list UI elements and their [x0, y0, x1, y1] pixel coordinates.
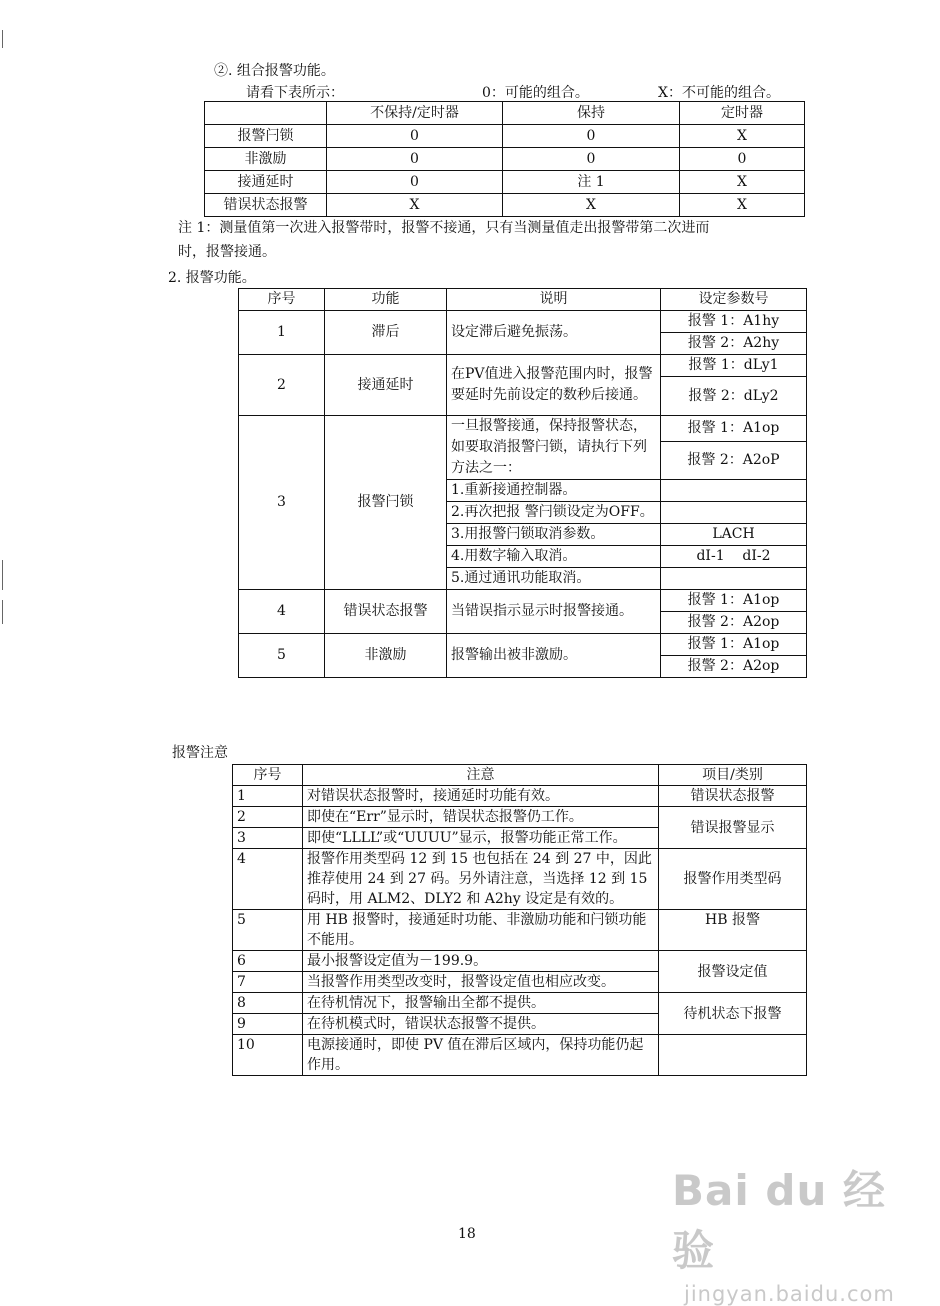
- function-name: 接通延时: [325, 355, 447, 416]
- parameter-cell: 报警 2：A2op: [661, 612, 807, 634]
- legend-zero: 0：可能的组合。: [482, 85, 589, 101]
- method-item: 3.用报警闩锁取消参数。: [447, 524, 661, 546]
- note-number: 10: [233, 1035, 303, 1076]
- empty-cell: [659, 1035, 807, 1076]
- table-row: [233, 951, 807, 972]
- header-cell: 不保持/定时器: [327, 102, 503, 125]
- function-name: 错误状态报警: [325, 590, 447, 634]
- parameter-cell: 报警 1：A1op: [661, 416, 807, 442]
- header-cell: 保持: [503, 102, 680, 125]
- table-cell: 0: [503, 148, 680, 171]
- note-text: 即使在“Err”显示时，错误状态报警仍工作。: [303, 807, 659, 828]
- parameter-cell: 报警 1：A1hy: [661, 311, 807, 333]
- function-description: 在PV值进入报警范围内时，报警要延时先前设定的数秒后接通。: [447, 355, 661, 416]
- table-header-row: [233, 765, 807, 786]
- table-cell: X: [327, 194, 503, 217]
- note-number: 8: [233, 993, 303, 1014]
- table-row: [233, 807, 807, 828]
- note-number: 3: [233, 828, 303, 849]
- header-cell: 定时器: [680, 102, 805, 125]
- table-header-row: [205, 102, 805, 125]
- category-cell: 报警设定值: [659, 951, 807, 993]
- function-description: 设定滞后避免振荡。: [447, 311, 661, 355]
- row-label: 报警闩锁: [205, 125, 327, 148]
- parameter-cell: 报警 2：A2oP: [661, 441, 807, 479]
- note-text: 最小报警设定值为－199.9。: [303, 951, 659, 972]
- header-cell: 注意: [303, 765, 659, 786]
- table-row: [233, 993, 807, 1014]
- category-cell: 错误状态报警: [659, 786, 807, 807]
- watermark-brand: [672, 1158, 902, 1278]
- section3-heading: 报警注意: [172, 745, 228, 761]
- section1-heading: ②. 组合报警功能。: [214, 63, 335, 79]
- row-number: 4: [239, 590, 325, 634]
- row-number: 3: [239, 416, 325, 590]
- table-cell: 0: [327, 171, 503, 194]
- baidu-jingyan-watermark: [672, 1158, 902, 1306]
- table-row: [239, 416, 807, 442]
- table-cell: X: [680, 171, 805, 194]
- parameter-cell: 报警 2：dLy2: [661, 377, 807, 416]
- header-cell: [205, 102, 327, 125]
- method-item: 5.通过通讯功能取消。: [447, 568, 661, 590]
- note-number: 5: [233, 910, 303, 951]
- note-text: 在待机情况下，报警输出全都不提供。: [303, 993, 659, 1014]
- page-number: 18: [458, 1226, 476, 1242]
- function-description: 报警输出被非激励。: [447, 634, 661, 678]
- note-number: 4: [233, 849, 303, 910]
- category-cell: 错误报警显示: [659, 807, 807, 849]
- header-cell: 序号: [233, 765, 303, 786]
- table-cell: 0: [503, 125, 680, 148]
- table-row: [233, 910, 807, 951]
- section2-heading: 2. 报警功能。: [168, 270, 256, 286]
- table-row: [205, 148, 805, 171]
- table-cell: X: [680, 125, 805, 148]
- header-cell: 功能: [325, 289, 447, 311]
- table-row: [239, 634, 807, 656]
- note-text: 在待机模式时，错误状态报警不提供。: [303, 1014, 659, 1035]
- table-cell: 0: [327, 125, 503, 148]
- note-number: 2: [233, 807, 303, 828]
- table-row: [205, 125, 805, 148]
- parameter-cell: dI-1 dI-2: [661, 546, 807, 568]
- parameter-cell: 报警 1：A1op: [661, 590, 807, 612]
- empty-cell: [661, 480, 807, 502]
- table-cell: 0: [327, 148, 503, 171]
- alarm-function-table: [238, 288, 807, 678]
- row-label: 接通延时: [205, 171, 327, 194]
- note-text: 用 HB 报警时，接通延时功能、非激励功能和闩锁功能不能用。: [303, 910, 659, 951]
- note-text: 报警作用类型码 12 到 15 也包括在 24 到 27 中，因此推荐使用 24 到 27 码。另外请注意，当选择 12 到 15 码时，用 ALM2、DLY2 和 A2hy 设定是有效的。: [303, 849, 659, 910]
- row-label: 非激励: [205, 148, 327, 171]
- table-row: [239, 590, 807, 612]
- empty-cell: [661, 502, 807, 524]
- table-cell: X: [680, 194, 805, 217]
- table-row: [205, 171, 805, 194]
- table-row: [239, 311, 807, 333]
- combination-table: [204, 101, 805, 217]
- row-number: 5: [239, 634, 325, 678]
- function-name: 报警闩锁: [325, 416, 447, 590]
- parameter-cell: 报警 2：A2op: [661, 656, 807, 678]
- note-line-2: 时，报警接通。: [178, 244, 276, 260]
- table-row: [233, 1035, 807, 1076]
- table-cell: 注 1: [503, 171, 680, 194]
- parameter-cell: 报警 1：A1op: [661, 634, 807, 656]
- parameter-cell: 报警 1：dLy1: [661, 355, 807, 377]
- method-item: 2.再次把报 警闩锁设定为OFF。: [447, 502, 661, 524]
- method-item: 1.重新接通控制器。: [447, 480, 661, 502]
- row-number: 1: [239, 311, 325, 355]
- table-row: [239, 355, 807, 377]
- function-description: 当错误指示显示时报警接通。: [447, 590, 661, 634]
- function-name: 非激励: [325, 634, 447, 678]
- function-name: 滞后: [325, 311, 447, 355]
- row-number: 2: [239, 355, 325, 416]
- parameter-cell: LACH: [661, 524, 807, 546]
- note-text: 当报警作用类型改变时，报警设定值也相应改变。: [303, 972, 659, 993]
- note-number: 7: [233, 972, 303, 993]
- note-number: 1: [233, 786, 303, 807]
- header-cell: 项目/类别: [659, 765, 807, 786]
- note-text: 对错误状态报警时，接通延时功能有效。: [303, 786, 659, 807]
- table-cell: X: [503, 194, 680, 217]
- table-row: [233, 849, 807, 910]
- note-line-1: 注 1：测量值第一次进入报警带时，报警不接通，只有当测量值走出报警带第二次进而: [178, 220, 710, 236]
- header-cell: 设定参数号: [661, 289, 807, 311]
- table-row: [205, 194, 805, 217]
- table-row: [233, 786, 807, 807]
- note-number: 9: [233, 1014, 303, 1035]
- table-cell: 0: [680, 148, 805, 171]
- method-item: 4.用数字输入取消。: [447, 546, 661, 568]
- watermark-site: jingyan.baidu.com: [684, 1282, 895, 1306]
- function-description: 一旦报警接通，保持报警状态，如要取消报警闩锁，请执行下列方法之一：: [447, 416, 661, 480]
- watermark-brand-text: Bai du 经验: [672, 1166, 886, 1275]
- note-text: 电源接通时，即使 PV 值在滞后区域内，保持功能仍起作用。: [303, 1035, 659, 1076]
- alarm-notes-table: [232, 764, 807, 1076]
- category-cell: 待机状态下报警: [659, 993, 807, 1035]
- header-cell: 说明: [447, 289, 661, 311]
- table-header-row: [239, 289, 807, 311]
- row-label: 错误状态报警: [205, 194, 327, 217]
- note-number: 6: [233, 951, 303, 972]
- category-cell: 报警作用类型码: [659, 849, 807, 910]
- header-cell: 序号: [239, 289, 325, 311]
- empty-cell: [661, 568, 807, 590]
- legend-x: X：不可能的组合。: [658, 85, 780, 101]
- category-cell: HB 报警: [659, 910, 807, 951]
- section1-intro: 请看下表所示：: [246, 85, 344, 101]
- parameter-cell: 报警 2：A2hy: [661, 333, 807, 355]
- note-text: 即使“LLLL”或“UUUU”显示，报警功能正常工作。: [303, 828, 659, 849]
